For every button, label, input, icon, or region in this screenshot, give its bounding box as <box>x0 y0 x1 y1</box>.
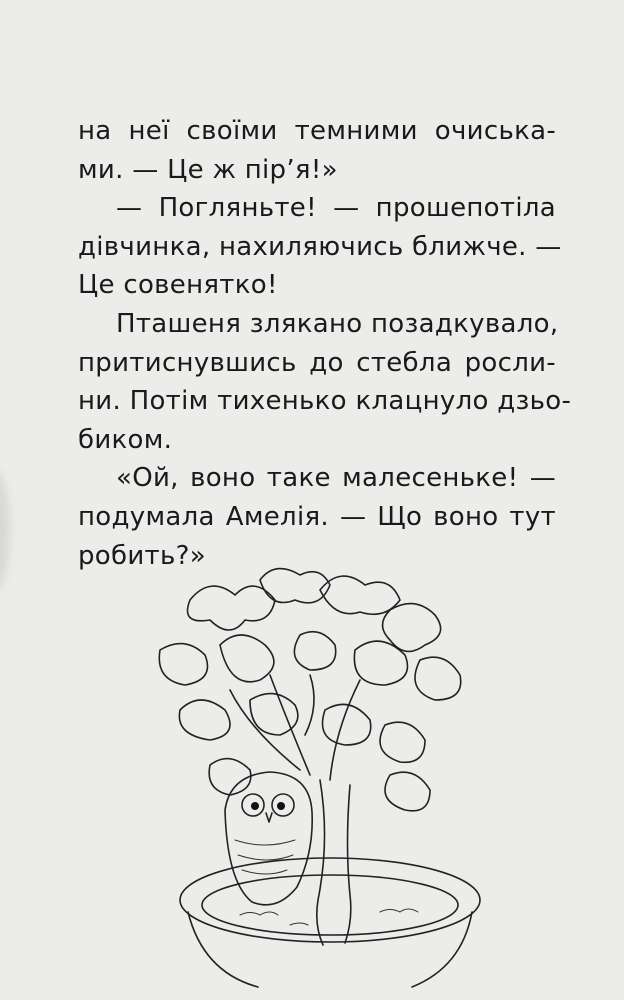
flower-pot <box>180 858 480 987</box>
page-fold-shadow <box>0 470 10 590</box>
owl-in-flowerpot-illustration <box>150 560 490 990</box>
text-line: — Погляньте! — прошепотіла <box>116 193 556 224</box>
text-line: притиснувшись до стебла росли- <box>78 347 556 378</box>
story-text <box>78 112 572 575</box>
plant-stem <box>317 780 351 945</box>
text-line: Пташеня злякано позадкувало, <box>116 308 559 339</box>
text-line: ни. Потім тихенько клацнуло дзьо- <box>78 386 572 417</box>
text-line: на неї своїми темними очиська- <box>78 116 556 146</box>
text-line: дівчинка, нахиляючись ближче. — <box>78 231 562 262</box>
text-line: робить?» <box>78 540 206 571</box>
text-line: «Ой, воно таке малесеньке! — <box>116 463 556 494</box>
text-line: Це совенятко! <box>78 270 278 301</box>
text-line: ми. — Це ж пір’я!» <box>78 154 338 185</box>
text-line: биком. <box>78 424 173 455</box>
text-line: подумала Амелія. — Що воно тут <box>78 501 556 532</box>
flower-leaves <box>159 569 460 811</box>
